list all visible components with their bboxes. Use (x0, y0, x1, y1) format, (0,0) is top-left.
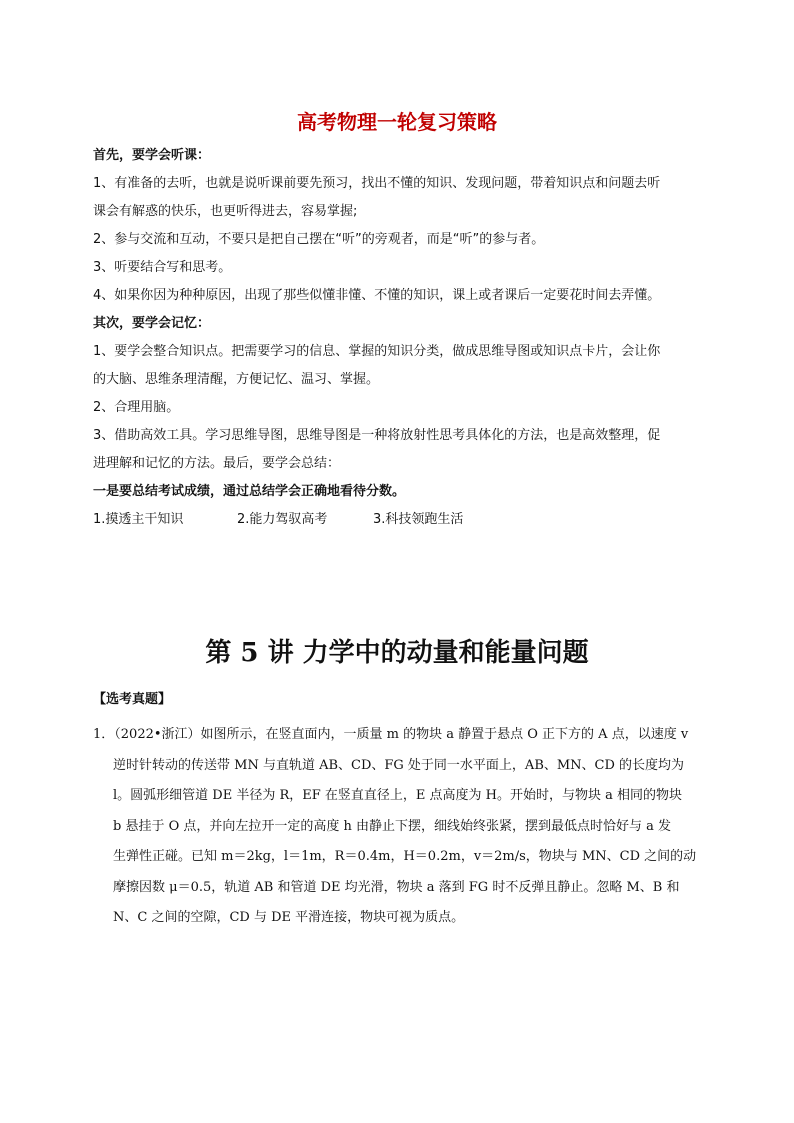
lecture-title: 第 5 讲 力学中的动量和能量问题 (205, 638, 589, 668)
question-line-4: b 悬挂于 O 点，并向左拉开一定的高度 h 由静止下摆，细线始终张紧，摆到最低点时恰好与 a 发 (113, 818, 672, 834)
listen-heading: 首先，要学会听课： (93, 148, 211, 163)
listen-item-3 (93, 254, 713, 282)
summary-point-3: 3.科技领跑生活 (373, 512, 464, 527)
memory-item-3 (93, 422, 713, 478)
page-title: 高考物理一轮复习策略 (297, 110, 497, 134)
memory-item-2 (93, 394, 713, 422)
memory-item-1 (93, 338, 713, 394)
listen-item-4-line-1: 4、如果你因为种种原因，出现了那些似懂非懂、不懂的知识，课上或者课后一定要花时间去弄懂。 (93, 288, 661, 303)
listen-item-1-line-2: 课会有解惑的快乐，也更听得进去，容易掌握; (93, 204, 358, 219)
memory-item-2-line-1: 2、合理用脑。 (93, 400, 180, 415)
question-line-3: l。圆弧形细管道 DE 半径为 R，EF 在竖直直径上，E 点高度为 H。开始时，与物块 a 相同的物块 (113, 788, 683, 803)
listen-item-4 (93, 282, 713, 310)
memory-heading: 其次，要学会记忆： (93, 316, 211, 331)
question-line-2: 逆时针转动的传送带 MN 与直轨道 AB、CD、FG 处于同一水平面上，AB、MN、CD 的长度均为 (113, 757, 685, 773)
summary-heading: 一是要总结考试成绩，通过总结学会正确地看待分数。 (93, 484, 406, 499)
question-line-6: 摩擦因数 μ＝0.5，轨道 AB 和管道 DE 均光滑，物块 a 落到 FG 时不反弹且静止。忽略 M、B 和 (113, 879, 680, 895)
question-line-5: 生弹性正碰。已知 m＝2kg，l＝1m，R＝0.4m，H＝0.2m，v＝2m/s，物块与 MN、CD 之间的动 (113, 849, 697, 864)
listen-item-2-line-1: 2、参与交流和互动，不要只是把自己摆在“听”的旁观者，而是“听”的参与者。 (93, 232, 545, 247)
question-line-7: N、C 之间的空隙，CD 与 DE 平滑连接，物块可视为质点。 (113, 910, 465, 925)
summary-point-1: 1.摸透主干知识 (93, 512, 184, 527)
listen-item-1-line-1: 1、有准备的去听，也就是说听课前要先预习，找出不懂的知识、发现问题，带着知识点和问题去听 (93, 176, 661, 191)
memory-item-1-line-1: 1、要学会整合知识点。把需要学习的信息、掌握的知识分类，做成思维导图或知识点卡片，会让你 (93, 344, 661, 359)
summary-points (93, 506, 713, 534)
question-line-1: 1．（2022•浙江）如图所示，在竖直面内，一质量 m 的物块 a 静置于悬点 O 正下方的 A 点，以速度 v (93, 727, 689, 742)
memory-item-1-line-2: 的大脑、思维条理清醒，方便记忆、温习、掌握。 (93, 372, 380, 387)
question-1 (93, 720, 713, 934)
strategy-section (93, 142, 713, 534)
memory-item-3-line-2: 进理解和记忆的方法。最后，要学会总结： (93, 456, 341, 471)
listen-item-2 (93, 226, 713, 254)
listen-item-1 (93, 170, 713, 226)
summary-point-2: 2.能力驾驭高考 (237, 512, 328, 527)
memory-item-3-line-1: 3、借助高效工具。学习思维导图，思维导图是一种将放射性思考具体化的方法，也是高效整理，促 (93, 428, 661, 443)
section-label: 【选考真题】 (93, 692, 172, 707)
listen-item-3-line-1: 3、听要结合写和思考。 (93, 260, 232, 275)
